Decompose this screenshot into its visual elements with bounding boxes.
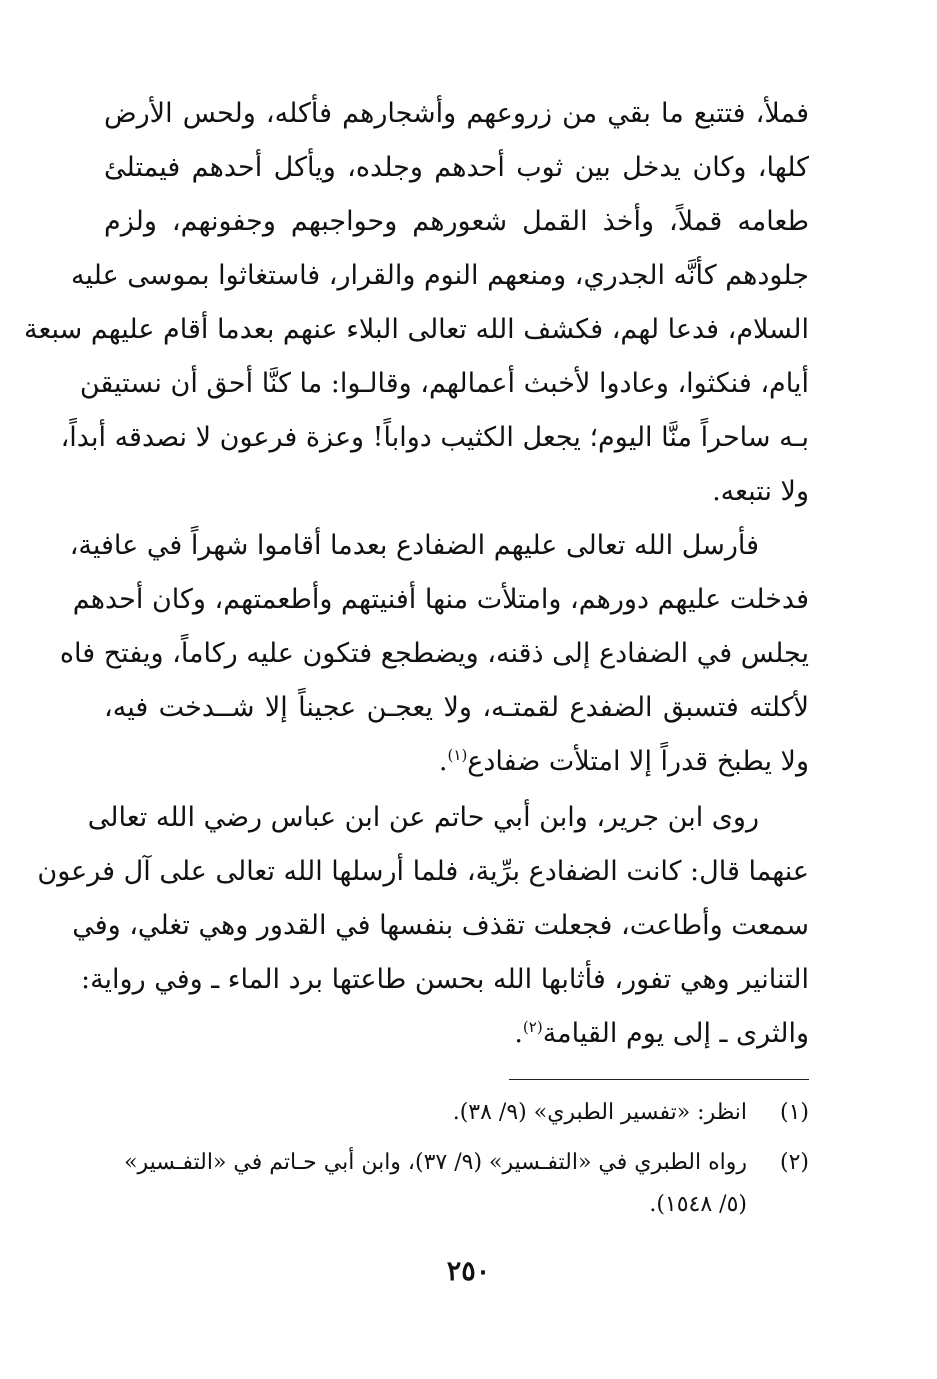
text-line: طعامه قملاً، وأخذ القمل شعورهم وحواجبهم وجفونهم، ولزم	[104, 206, 809, 237]
footnote-text: رواه الطبري في «التفـسير» (٩/ ٣٧)، وابن أبي حـاتم في «التفـسير»	[124, 1150, 747, 1175]
text-line: التنانير وهي تفور، فأثابها الله بحسن طاعتها برد الماء ـ وفي رواية:	[80, 964, 809, 995]
text-line: أيام، فنكثوا، وعادوا لأخبث أعمالهم، وقالـوا: ما كنَّا أحق أن نستيقن	[79, 368, 809, 399]
text-line: لأكلته فتسبق الضفدع لقمتـه، ولا يعجـن عجيناً إلا شــدخت فيه،	[104, 692, 809, 723]
footnote-separator	[509, 1079, 809, 1080]
text-fragment: ولا يطبخ قدراً إلا امتلأت ضفادع	[467, 746, 809, 777]
footnote-ref: (٢)	[522, 1018, 543, 1036]
text-line: فأرسل الله تعالى عليهم الضفادع بعدما أقاموا شهراً في عافية،	[69, 530, 759, 561]
footnote-continuation: (٥/ ١٥٤٨).	[649, 1192, 747, 1217]
text-line: بـه ساحراً منَّا اليوم؛ يجعل الكثيب دواباً! وعزة فرعون لا نصدقه أبداً،	[60, 422, 809, 453]
text-line: والثرى ـ إلى يوم القيامة$^{(٢)}$.	[514, 1018, 809, 1049]
text-line: روى ابن جرير، وابن أبي حاتم عن ابن عباس رضي الله تعالى	[87, 802, 759, 833]
text-line: عنهما قال: كانت الضفادع برِّية، فلما أرسلها الله تعالى على آل فرعون	[37, 856, 809, 887]
text-line: فدخلت عليهم دورهم، وامتلأت منها أفنيتهم وأطعمتهم، وكان أحدهم	[72, 584, 809, 615]
text-line: سمعت وأطاعت، فجعلت تقذف بنفسها في القدور وهي تغلي، وفي	[72, 910, 809, 941]
footnote-number: (٢)	[779, 1150, 809, 1175]
footnote	[104, 1146, 809, 1180]
text-line: كلها، وكان يدخل بين ثوب أحدهم وجلده، ويأكل أحدهم فيمتلئ	[104, 152, 809, 183]
text-fragment: والثرى ـ إلى يوم القيامة	[542, 1018, 809, 1049]
text-line: فملأ، فتتبع ما بقي من زروعهم وأشجارهم فأكله، ولحس الأرض	[104, 98, 809, 129]
page-number: ٢٥٠	[446, 1256, 491, 1287]
text-line: جلودهم كأنَّه الجدري، ومنعهم النوم والقرار، فاستغاثوا بموسى عليه	[71, 260, 809, 291]
text-line: يجلس في الضفادع إلى ذقنه، ويضطجع فتكون عليه ركاماً، ويفتح فاه	[59, 638, 809, 669]
footnote-number: (١)	[779, 1100, 809, 1125]
text-line: ولا يطبخ قدراً إلا امتلأت ضفادع$^{(١)}$.	[438, 746, 809, 777]
footnote-text: انظر: «تفسير الطبري» (٩/ ٣٨).	[452, 1100, 747, 1125]
text-line: السلام، فدعا لهم، فكشف الله تعالى البلاء عنهم بعدما أقام عليهم سبعة	[23, 314, 809, 345]
text-line: ولا نتبعه.	[712, 476, 809, 507]
footnote	[104, 1096, 809, 1130]
footnote-ref: (١)	[447, 746, 468, 764]
